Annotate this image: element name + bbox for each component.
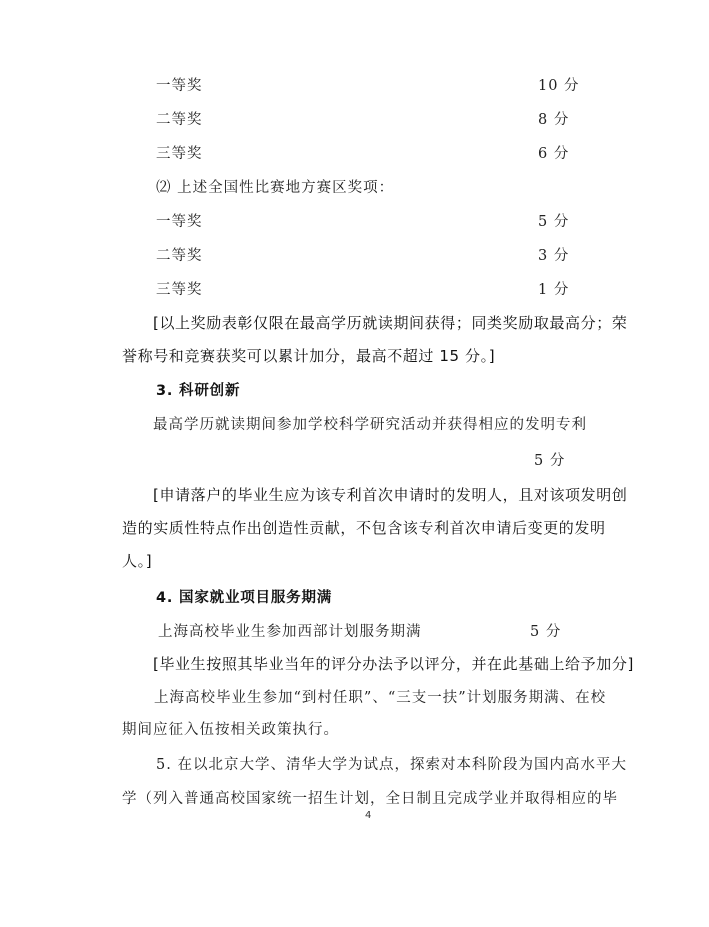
award-score: 5 分: [538, 214, 570, 230]
subsection-title: ⑵ 上述全国性比赛地方赛区奖项：: [156, 180, 395, 196]
section-heading: 4. 国家就业项目服务期满: [156, 590, 333, 606]
section-heading: 3. 科研创新: [156, 383, 241, 399]
award-label: 二等奖: [156, 248, 203, 264]
paragraph-text: 期间应征入伍按相关政策执行。: [122, 722, 339, 738]
award-label: 一等奖: [156, 214, 203, 230]
paragraph-text: 5. 在以北京大学、清华大学为试点，探索对本科阶段为国内高水平大: [156, 757, 627, 773]
award-score: 1 分: [538, 282, 570, 298]
award-score: 8 分: [538, 112, 570, 128]
award-label: 三等奖: [156, 282, 203, 298]
paragraph-text: 上海高校毕业生参加“到村任职”、“三支一扶”计划服务期满、在校: [154, 690, 607, 706]
award-score: 3 分: [538, 248, 570, 264]
note-line: [毕业生按照其毕业当年的评分办法予以评分，并在此基础上给予加分]: [153, 655, 634, 673]
award-score: 10 分: [538, 78, 580, 94]
note-line: [申请落户的毕业生应为该专利首次申请时的发明人，且对该项发明创: [153, 486, 628, 504]
award-label: 一等奖: [156, 78, 203, 94]
paragraph-text: 最高学历就读期间参加学校科学研究活动并获得相应的发明专利: [153, 417, 587, 433]
award-score: 5 分: [534, 453, 566, 469]
note-line: 造的实质性特点作出创造性贡献，不包含该专利首次申请后变更的发明: [122, 519, 606, 537]
paragraph-text: 上海高校毕业生参加西部计划服务期满: [158, 624, 422, 640]
award-label: 三等奖: [156, 146, 203, 162]
note-line: 誉称号和竞赛获奖可以累计加分，最高不超过 15 分。]: [122, 347, 496, 365]
note-line: 人。]: [122, 552, 153, 570]
note-line: [以上奖励表彰仅限在最高学历就读期间获得；同类奖励取最高分；荣: [153, 314, 628, 332]
award-label: 二等奖: [156, 112, 203, 128]
award-score: 5 分: [530, 624, 562, 640]
page-number: 4: [365, 810, 372, 821]
award-score: 6 分: [538, 146, 570, 162]
paragraph-text: 学（列入普通高校国家统一招生计划，全日制且完成学业并取得相应的毕: [122, 791, 618, 807]
